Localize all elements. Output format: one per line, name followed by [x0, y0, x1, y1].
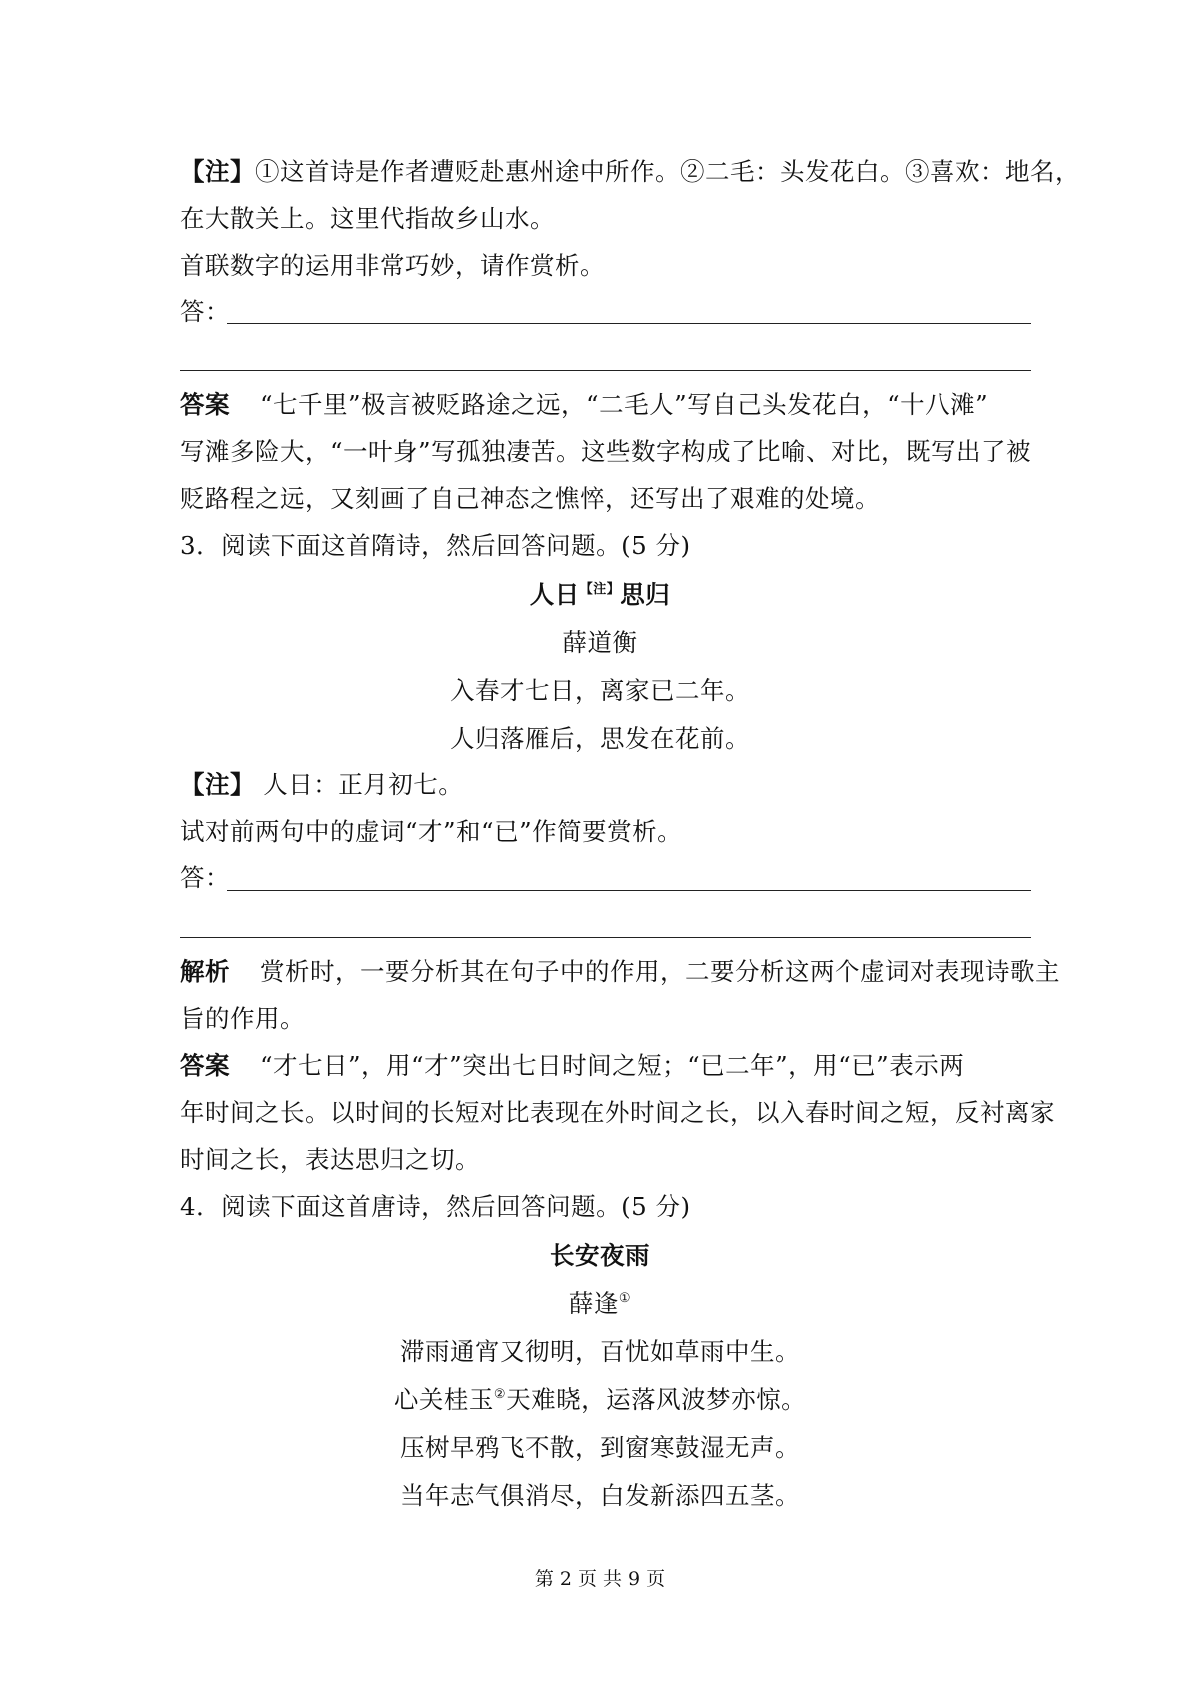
q3-stem: 3．阅读下面这首隋诗，然后回答问题。(5 分): [180, 531, 691, 560]
q3-poem-title: [0, 579, 1200, 611]
q4-verse-2-note-marker: ②: [493, 1387, 507, 1402]
q3-answer-blank-1[interactable]: [227, 890, 1031, 891]
q3-answer-line-3: 时间之长，表达思归之切。: [180, 1145, 480, 1174]
q3-analysis-text: 赏析时，一要分析其在句子中的作用，二要分析这两个虚词对表现诗歌主: [260, 957, 1060, 986]
q2-answer-prompt: 答：: [180, 297, 230, 326]
q2-answer-line-1: [180, 389, 1030, 421]
q3-title-part-2: 思归: [620, 580, 671, 609]
q2-answer-text: “七千里”极言被贬路途之远，“二毛人”写自己头发花白，“十八滩”: [260, 390, 989, 419]
q4-verse-2: [0, 1384, 1200, 1416]
q3-title-note-marker: 【注】: [579, 582, 621, 597]
q2-answer-blank-2[interactable]: [180, 370, 1031, 371]
answer-tag: 答案: [180, 1051, 230, 1080]
q4-verse-2-part-1: 心关桂玉: [393, 1385, 494, 1414]
note-tag: 【注】: [180, 770, 255, 799]
q3-note-line: [180, 769, 1030, 801]
q3-answer-line-1: [180, 1050, 1030, 1082]
analysis-tag: 解析: [180, 957, 230, 986]
q2-note-line-2: 在大散关上。这里代指故乡山水。: [180, 204, 555, 233]
q3-verse-2: 人归落雁后，思发在花前。: [450, 724, 750, 753]
q2-question: 首联数字的运用非常巧妙，请作赏析。: [180, 251, 605, 280]
q2-answer-line-2: 写滩多险大，“一叶身”写孤独凄苦。这些数字构成了比喻、对比，既写出了被: [180, 437, 1032, 466]
q3-analysis-line-1: [180, 956, 1060, 988]
q4-author-name: 薛逢: [568, 1289, 619, 1318]
q3-answer-line-2: 年时间之长。以时间的长短对比表现在外时间之长，以入春时间之短，反衬离家: [180, 1098, 1055, 1127]
q4-poem-title: 长安夜雨: [550, 1241, 650, 1270]
q4-verse-1: 滞雨通宵又彻明，百忧如草雨中生。: [400, 1337, 800, 1366]
q4-verse-3: 压树早鸦飞不散，到窗寒鼓湿无声。: [400, 1433, 800, 1462]
q3-note-text: 人日：正月初七。: [263, 770, 464, 799]
q3-analysis-line-2: 旨的作用。: [180, 1004, 305, 1033]
q2-answer-blank-1[interactable]: [227, 323, 1031, 324]
page-footer: 第 2 页 共 9 页: [534, 1568, 666, 1590]
q3-verse-1: 入春才七日，离家已二年。: [450, 676, 750, 705]
q3-answer-blank-2[interactable]: [180, 937, 1031, 938]
q3-poem-author: 薛道衡: [562, 628, 638, 657]
q4-verse-4: 当年志气俱消尽，白发新添四五茎。: [400, 1481, 800, 1510]
note-tag: 【注】: [180, 157, 255, 186]
q4-poem-author: [0, 1288, 1200, 1320]
q4-stem: 4．阅读下面这首唐诗，然后回答问题。(5 分): [180, 1192, 691, 1221]
q3-title-part-1: 人日: [529, 580, 580, 609]
q4-verse-2-part-2: 天难晓，运落风波梦亦惊。: [506, 1385, 807, 1414]
q3-answer-text: “才七日”，用“才”突出七日时间之短；“已二年”，用“已”表示两: [260, 1051, 965, 1080]
q2-note-text: ①这首诗是作者遭贬赴惠州途中所作。②二毛：头发花白。③喜欢：地名，: [255, 157, 1080, 186]
q2-answer-line-3: 贬路程之远，又刻画了自己神态之憔悴，还写出了艰难的处境。: [180, 484, 880, 513]
q4-author-note-marker: ①: [618, 1291, 632, 1306]
q3-question: 试对前两句中的虚词“才”和“已”作简要赏析。: [180, 817, 683, 846]
q2-note-line: [180, 156, 1080, 188]
q3-answer-prompt: 答：: [180, 863, 230, 892]
answer-tag: 答案: [180, 390, 230, 419]
